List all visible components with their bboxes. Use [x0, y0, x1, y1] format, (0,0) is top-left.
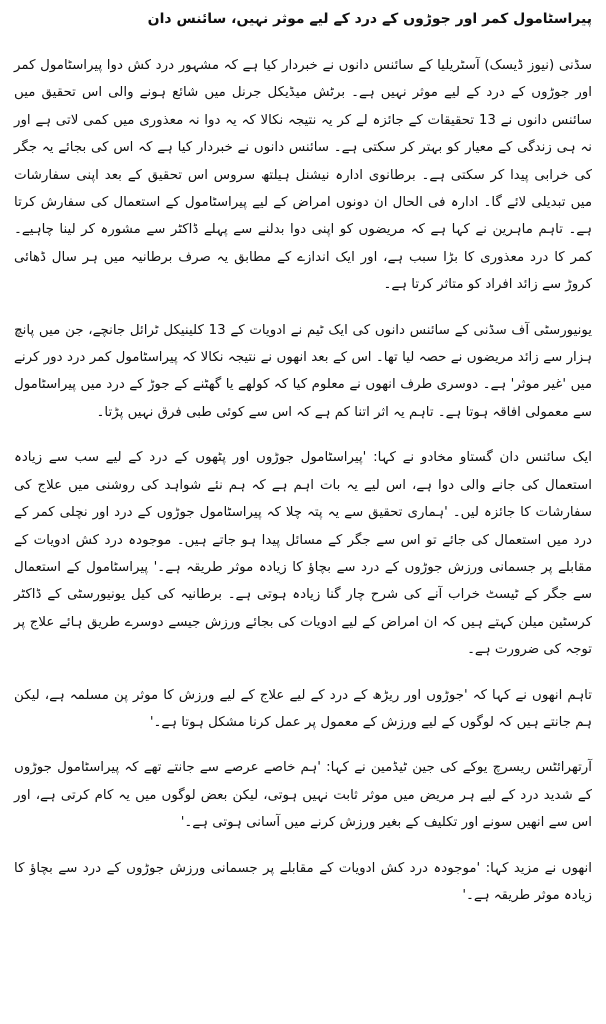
article-paragraph-5: آرتھرائٹس ریسرچ یوکے کی جین ٹیڈمین نے کہا: 'ہم خاصے عرصے سے جانتے تھے کہ پیراسٹامول جوڑوں کے شدید درد کے لیے ہر مریض میں موثر ثابت نہیں ہوتی، لیکن بعض لوگوں میں یہ کام کرتی ہے، اور اس سے انھیں سونے اور تکلیف کے بغیر ورزش کرنے میں آسانی ہوتی ہے۔': [14, 760, 592, 831]
article-paragraph-6: انھوں نے مزید کہا: 'موجودہ درد کش ادویات کے مقابلے پر جسمانی ورزش جوڑوں کے درد سے بچاؤ کا زیادہ موثر طریقہ ہے۔': [14, 860, 592, 903]
article-paragraph-3: ایک سائنس دان گستاو مخادو نے کہا: 'پیراسٹامول جوڑوں اور پٹھوں کے درد کے لیے سب سے زیادہ استعمال کی جانے والی دوا ہے، اس لیے یہ بات اہم ہے کہ ہم نئے شواہد کی روشنی میں علاج کی سفارشات کا جائزہ لیں۔ 'ہماری تحقیق سے یہ پتہ چلا کہ پیراسٹامول جوڑوں کے درد اور نچلی کمر کے درد میں استعمال کی جائے تو اس سے جگر کے مسائل پیدا ہو جاتے ہیں۔ موجودہ درد کش ادویات کے مقابلے پر جسمانی ورزش جوڑوں کے درد سے بچاؤ کا زیادہ موثر طریقہ ہے۔' پیراسٹامول کے استعمال سے جگر کے ٹیسٹ خراب آنے کی شرح چار گنا زیادہ ہوتی ہے۔ برطانیہ کی کیل یونیورسٹی کے ڈاکٹر کرسٹین میلن کہتے ہیں کہ ان امراض کے لیے ادویات کی بجائے ورزش جیسے دوسرے طریق ہائے علاج پر توجہ کی ضرورت ہے۔: [14, 450, 592, 658]
article-paragraph-1: سڈنی (نیوز ڈیسک) آسٹریلیا کے سائنس دانوں نے خبردار کیا ہے کہ مشہور درد کش دوا پیراسٹامول کمر اور جوڑوں کے درد کے لیے موثر نہیں ہے۔ برٹش میڈیکل جرنل میں شائع ہونے والی اس تحقیق میں سائنس دانوں نے 13 تحقیقات کے جائزہ لے کر یہ نتیجہ نکالا کہ یہ دوا نہ معذوری میں کمی لاتی ہے اور نہ ہی زندگی کے معیار کو بہتر کر سکتی ہے۔ سائنس دانوں نے خبردار کیا ہے کہ اس کی بجائے یہ جگر کی خرابی پیدا کر سکتی ہے۔ برطانوی ادارہ نیشنل ہیلتھ سروس اس تحقیق کے بعد اپنی سفارشات میں تبدیلی لائے گا۔ ادارہ فی الحال ان دونوں امراض کے لیے پیراسٹامول کے استعمال کی سفارش کرتا ہے۔ تاہم ماہرین نے کہا ہے کہ مریضوں کو اپنی دوا بدلنے سے پہلے ڈاکٹر سے مشورہ کر لینا چاہیے۔ کمر کا درد معذوری کا بڑا سبب ہے، اور ایک اندازے کے مطابق یہ صرف برطانیہ میں ہر سال ڈھائی کروڑ سے زائد افراد کو متاثر کرتا ہے۔: [14, 58, 592, 293]
article-paragraph-4: تاہم انھوں نے کہا کہ 'جوڑوں اور ریڑھ کے درد کے لیے علاج کے لیے ورزش کا موثر پن مسلمہ ہے، لیکن ہم جانتے ہیں کہ لوگوں کے لیے ورزش کے معمول پر عمل کرنا مشکل ہوتا ہے۔': [14, 687, 592, 730]
article-paragraph-2: یونیورسٹی آف سڈنی کے سائنس دانوں کی ایک ٹیم نے ادویات کے 13 کلینیکل ٹرائل جانچے، جن میں پانچ ہزار سے زائد مریضوں نے حصہ لیا تھا۔ اس کے بعد انھوں نے نتیجہ نکالا کہ پیراسٹامول کمر درد دور کرنے میں 'غیر موثر' ہے۔ دوسری طرف انھوں نے معلوم کیا کہ کولھے یا گھٹنے کے جوڑ کے درد میں پیراسٹامول سے معمولی افاقہ ہوتا ہے۔ تاہم یہ اثر اتنا کم ہے کہ اس سے کوئی طبی فرق نہیں پڑتا۔: [14, 322, 592, 420]
article: [14, 6, 592, 927]
article-headline: پیراسٹامول کمر اور جوڑوں کے درد کے لیے موثر نہیں، سائنس دان: [147, 11, 592, 27]
